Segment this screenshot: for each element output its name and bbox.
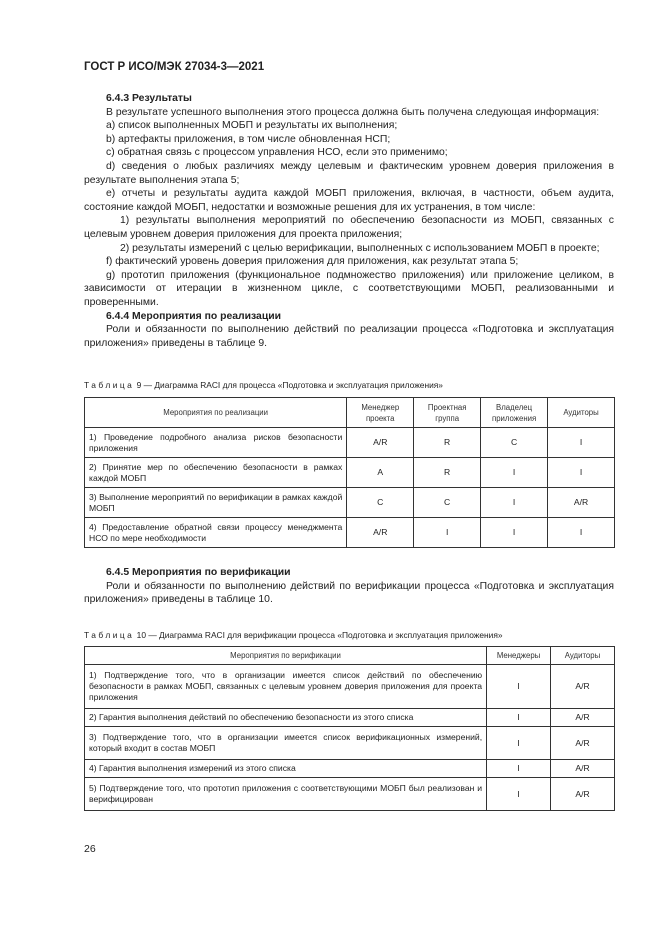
table-row <box>85 709 615 727</box>
list-item: b) артефакты приложения, в том числе обновленная НСП; <box>106 133 391 145</box>
raci-cell: A/R <box>548 488 615 518</box>
column-header: Владелец приложения <box>481 398 548 428</box>
paragraph: Роли и обязанности по выполнению действий по реализации процесса «Подготовка и эксплуатация приложения» приведены в таблице 9. <box>84 324 614 349</box>
caption-text: 10 — Диаграмма RACI для верификации процесса «Подготовка и эксплуатация приложения» <box>136 630 503 640</box>
raci-cell: A/R <box>551 778 615 811</box>
column-header: Аудиторы <box>548 398 615 428</box>
table-row <box>85 665 615 709</box>
column-header: Мероприятия по верификации <box>85 647 487 665</box>
section-heading: 6.4.4 Мероприятия по реализации <box>106 310 281 322</box>
section-6-4-3 <box>84 92 614 350</box>
table-row <box>85 428 615 458</box>
section-6-4-5 <box>84 566 614 607</box>
raci-cell: I <box>487 778 551 811</box>
raci-cell: I <box>481 458 548 488</box>
raci-cell: I <box>487 709 551 727</box>
activity-cell: 3) Выполнение мероприятий по верификации в рамках каждой МОБП <box>85 488 347 518</box>
section-heading: 6.4.3 Результаты <box>106 93 192 104</box>
table-row <box>85 778 615 811</box>
table-caption <box>84 380 443 390</box>
column-header: Мероприятия по реализации <box>85 398 347 428</box>
caption-prefix: Таблица <box>84 380 135 390</box>
activity-cell: 2) Принятие мер по обеспечению безопасности в рамках каждой МОБП <box>85 458 347 488</box>
caption-prefix: Таблица <box>84 630 135 640</box>
page-number: 26 <box>84 843 96 855</box>
document-header: ГОСТ Р ИСО/МЭК 27034-3—2021 <box>84 61 265 73</box>
column-header: Менеджеры <box>487 647 551 665</box>
raci-cell: C <box>347 488 414 518</box>
paragraph: В результате успешного выполнения этого процесса должна быть получена следующая информация: <box>106 106 600 118</box>
sub-list-item: 2) результаты измерений с целью верификации, выполненных с использованием МОБП в проекте; <box>120 242 600 254</box>
list-item: a) список выполненных МОБП и результаты их выполнения; <box>106 120 398 132</box>
raci-cell: I <box>487 760 551 778</box>
raci-cell: C <box>414 488 481 518</box>
table-header-row <box>85 647 615 665</box>
activity-cell: 2) Гарантия выполнения действий по обеспечению безопасности из этого списка <box>85 709 487 727</box>
raci-cell: I <box>481 518 548 548</box>
column-header: Менеджер проекта <box>347 398 414 428</box>
section-heading: 6.4.5 Мероприятия по верификации <box>106 567 291 578</box>
list-item: d) сведения о любых различиях между целевым и фактическим уровнем доверия приложения в результате выполнения этапа 5; <box>84 160 614 186</box>
raci-cell: I <box>548 518 615 548</box>
list-item: f) фактический уровень доверия приложения для приложения, как результат этапа 5; <box>106 256 519 268</box>
raci-cell: I <box>481 488 548 518</box>
raci-cell: A/R <box>551 665 615 709</box>
raci-cell: A/R <box>551 709 615 727</box>
caption-text: 9 — Диаграмма RACI для процесса «Подготовка и эксплуатация приложения» <box>136 380 443 390</box>
raci-cell: A/R <box>347 518 414 548</box>
table-row <box>85 760 615 778</box>
list-item: g) прототип приложения (функциональное подмножество приложения) или приложение целиком, в зависимости от итерации в жизненном цикле, с соответствующими МОБП, реализованными и проверенными. <box>84 269 614 308</box>
activity-cell: 4) Предоставление обратной связи процессу менеджмента НСО по мере необходимости <box>85 518 347 548</box>
table-row <box>85 488 615 518</box>
raci-cell: R <box>414 428 481 458</box>
table-row <box>85 458 615 488</box>
activity-cell: 1) Подтверждение того, что в организации имеется список действий по обеспечению безопасности в рамках МОБП, связанных с целевым уровнем доверия приложения для проекта приложения <box>85 665 487 709</box>
raci-cell: A/R <box>551 760 615 778</box>
raci-cell: I <box>487 727 551 760</box>
raci-cell: C <box>481 428 548 458</box>
paragraph: Роли и обязанности по выполнению действий по верификации процесса «Подготовка и эксплуатация приложения» приведены в таблице 10. <box>84 580 614 606</box>
raci-cell: I <box>414 518 481 548</box>
raci-cell: A/R <box>347 428 414 458</box>
raci-cell: I <box>548 458 615 488</box>
list-item: e) отчеты и результаты аудита каждой МОБП приложения, включая, в частности, объем аудита, состояние каждой МОБП, недостатки и возможные решения для их устранения, в том числе: <box>84 188 614 213</box>
raci-cell: I <box>487 665 551 709</box>
raci-cell: A <box>347 458 414 488</box>
raci-cell: A/R <box>551 727 615 760</box>
sub-list-item: 1) результаты выполнения мероприятий по обеспечению безопасности из МОБП, связанных с целевым уровнем доверия приложения для проекта приложения; <box>84 215 614 240</box>
activity-cell: 4) Гарантия выполнения измерений из этого списка <box>85 760 487 778</box>
table-row <box>85 727 615 760</box>
list-item: c) обратная связь с процессом управления НСО, если это применимо; <box>106 147 448 159</box>
column-header: Проектная группа <box>414 398 481 428</box>
activity-cell: 3) Подтверждение того, что в организации имеется список верификационных измерений, который входит в состав МОБП <box>85 727 487 760</box>
table-header-row <box>85 398 615 428</box>
column-header: Аудиторы <box>551 647 615 665</box>
activity-cell: 5) Подтверждение того, что прототип приложения с соответствующими МОБП был реализован и верифицирован <box>85 778 487 811</box>
raci-table-9 <box>84 397 615 548</box>
activity-cell: 1) Проведение подробного анализа рисков безопасности приложения <box>85 428 347 458</box>
table-row <box>85 518 615 548</box>
raci-table-10 <box>84 646 615 811</box>
raci-cell: R <box>414 458 481 488</box>
raci-cell: I <box>548 428 615 458</box>
table-caption <box>84 630 503 640</box>
